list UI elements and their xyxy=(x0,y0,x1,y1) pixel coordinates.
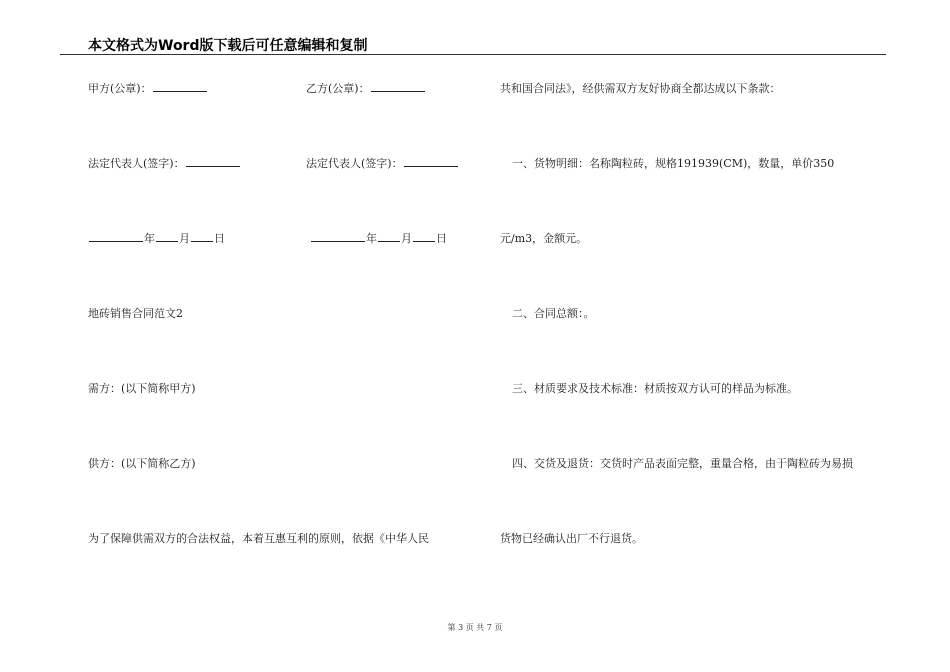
buyer-line: 需方：(以下简称甲方) xyxy=(88,382,196,395)
page-number: 第 3 页 共 7 页 xyxy=(447,623,503,632)
preamble-continuation: 共和国合同法》，经供需双方友好协商全都达成以下条款： xyxy=(500,82,781,95)
year-label: 年 xyxy=(144,232,155,245)
year-blank xyxy=(89,231,143,242)
day-blank xyxy=(191,231,213,242)
party-a-rep-blank xyxy=(186,156,240,167)
clause-4-line-2: 货物已经确认出厂不行退货。 xyxy=(500,532,643,545)
year-blank xyxy=(311,231,365,242)
day-blank xyxy=(413,231,435,242)
clause-2: 二、合同总额：。 xyxy=(512,307,595,320)
party-b-rep-blank xyxy=(404,156,458,167)
party-a-seal-blank xyxy=(153,81,207,92)
header-rule xyxy=(60,54,886,55)
party-b-seal-label: 乙方(公章)： xyxy=(306,82,370,95)
party-a-rep-line xyxy=(88,155,241,171)
clause-3: 三、材质要求及技术标准：材质按双方认可的样品为标准。 xyxy=(512,382,798,395)
month-blank xyxy=(156,231,178,242)
party-a-date-line xyxy=(88,230,225,246)
party-b-rep-line xyxy=(306,155,459,171)
party-a-seal-label: 甲方(公章)： xyxy=(88,82,152,95)
day-label: 日 xyxy=(214,232,225,245)
contract-title: 地砖销售合同范文2 xyxy=(88,307,183,320)
clause-4-line-1: 四、交货及退货：交货时产品表面完整，重量合格，由于陶粒砖为易损 xyxy=(512,457,853,470)
party-b-seal-line xyxy=(306,80,426,96)
party-a-seal-line xyxy=(88,80,208,96)
month-label: 月 xyxy=(401,232,412,245)
month-blank xyxy=(378,231,400,242)
party-b-seal-blank xyxy=(371,81,425,92)
document-header: 本文格式为Word版下载后可任意编辑和复制 xyxy=(88,38,368,54)
month-label: 月 xyxy=(179,232,190,245)
party-b-rep-label: 法定代表人(签字)： xyxy=(306,157,403,170)
party-b-date-line xyxy=(310,230,447,246)
day-label: 日 xyxy=(436,232,447,245)
preamble-line: 为了保障供需双方的合法权益，本着互惠互利的原则，依据《中华人民 xyxy=(88,532,429,545)
clause-1-line-1: 一、货物明细：名称陶粒砖，规格191939(CM)，数量，单价350 xyxy=(512,157,835,170)
clause-1-line-2: 元/m3，金额元。 xyxy=(500,232,588,245)
supplier-line: 供方：(以下简称乙方) xyxy=(88,457,196,470)
year-label: 年 xyxy=(366,232,377,245)
party-a-rep-label: 法定代表人(签字)： xyxy=(88,157,185,170)
